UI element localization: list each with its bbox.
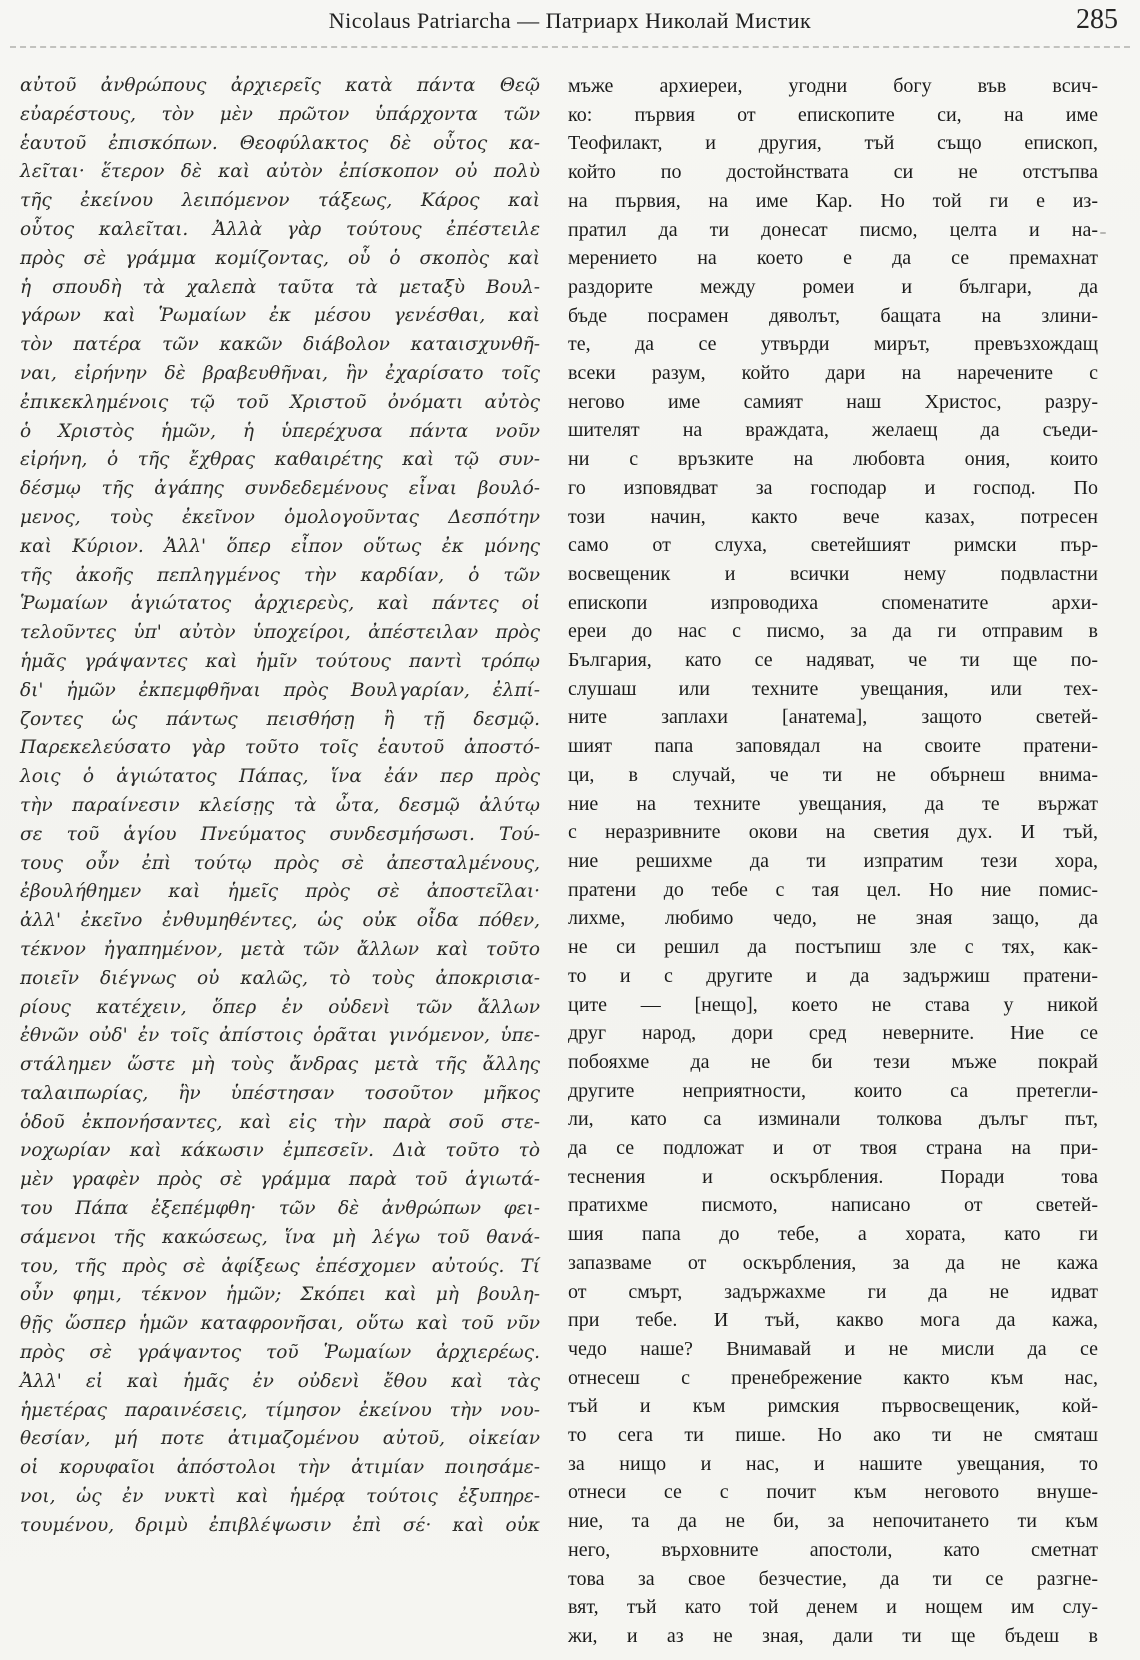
- text-line: ко: първия от епископите си, на име: [568, 103, 1098, 126]
- text-line: Παρεκελεύσατο γὰρ τοῦτο τοῖς ἑαυτοῦ ἀποστό-: [20, 737, 540, 759]
- text-line: България, като се надяват, че ти ще по-: [568, 649, 1098, 672]
- text-line: слушаш или техните увещания, или тех-: [568, 677, 1098, 700]
- text-line: τέκνον ἠγαπημένον, μετὰ τῶν ἄλλων καὶ τοῦτο: [20, 938, 540, 960]
- text-line: του, τῆς πρὸς σὲ ἀφίξεως ἐπέσχομεν αὐτούς. Τί: [20, 1255, 540, 1277]
- text-line: ците — [нещо], което не става у никой: [568, 993, 1098, 1016]
- text-line: то сега ти пише. Но ако ти не смяташ: [568, 1424, 1098, 1447]
- text-line: негово име самият наш Христос, разру-: [568, 390, 1098, 413]
- text-line: σε τοῦ ἁγίου Πνεύματος συνδεσμήσωσι. Τού-: [20, 823, 540, 845]
- text-line: този начин, както вече казах, потресен: [568, 505, 1098, 528]
- text-line: ὁ Χριστὸς ἡμῶν, ἡ ὑπερέχυσα πάντα νοῦν: [20, 420, 540, 442]
- text-line: теснения и оскърбления. Поради това: [568, 1165, 1098, 1188]
- text-line: τῆς ἀκοῆς πεπληγμένος τὴν καρδίαν, ὁ τῶν: [20, 564, 540, 586]
- text-line: πρὸς σὲ γράμμα κομίζοντας, οὗ ὁ σκοπὸς καὶ: [20, 247, 540, 269]
- text-line: при тебе. И тъй, какво мога да кажа,: [568, 1309, 1098, 1332]
- text-line: побояхме да не би тези мъже покрай: [568, 1050, 1098, 1073]
- text-line: ναι, εἰρήνην δὲ βραβευθῆναι, ἣν ἐχαρίσατο τοῖς: [20, 362, 540, 384]
- text-line: то и с другите и да задържиш пратени-: [568, 964, 1098, 987]
- text-line: ἐπικεκλημένοις τῷ τοῦ Χριστοῦ ὀνόματι αὐτὸς: [20, 391, 540, 413]
- page-number: 285: [1076, 4, 1118, 35]
- text-line: шителят на враждата, желаещ да съеди-: [568, 419, 1098, 442]
- text-line: δι' ἡμῶν ἐκπεμφθῆναι πρὸς Βουλγαρίαν, ἐλπί-: [20, 679, 540, 701]
- text-line: σάμενοι τῆς κακώσεως, ἵνα μὴ λέγω τοῦ θανά-: [20, 1226, 540, 1248]
- text-line: другите неприятности, които са претегли-: [568, 1079, 1098, 1102]
- text-line: мерението на което е да се премахнат: [568, 247, 1098, 270]
- text-line: ἡμᾶς γράψαντες καὶ ἡμῖν τούτους παντὶ τρόπῳ: [20, 650, 540, 672]
- text-line: те, да се утвърди мирът, превъзхождащ: [568, 333, 1098, 356]
- text-line: τὴν παραίνεσιν κλείσῃς τὰ ὦτα, δεσμῷ ἀλύτῳ: [20, 794, 540, 816]
- text-line: Ἀλλ' εἰ καὶ ἡμᾶς ἐν οὐδενὶ ἔθου καὶ τὰς: [20, 1370, 540, 1392]
- text-line: του Πάπα ἐξεπέμφθη· τῶν δὲ ἀνθρώπων φει-: [20, 1198, 540, 1220]
- text-line: ἐβουλήθημεν καὶ ἡμεῖς πρὸς σὲ ἀποστεῖλαι·: [20, 881, 540, 903]
- text-line: εἰρήνη, ὁ τῆς ἔχθρας καθαιρέτης καὶ τῷ συν-: [20, 449, 540, 471]
- bulgarian-text-column: [568, 72, 1098, 1651]
- text-line: Ῥωμαίων ἁγιώτατος ἀρχιερεὺς, καὶ πάντες οἱ: [20, 593, 540, 615]
- text-line: ὁδοῦ ἐκπονήσαντες, καὶ εἰς τὴν παρὰ σοῦ στε-: [20, 1111, 540, 1133]
- text-line: раздорите между ромеи и българи, да: [568, 275, 1098, 298]
- text-line: с неразривните окови на светия дух. И тъй,: [568, 821, 1098, 844]
- text-line: него, върховните апостоли, като сметнат: [568, 1538, 1098, 1561]
- text-line: пратихме писмото, написано от светей-: [568, 1194, 1098, 1217]
- text-line: ζοντες ὡς πάντως πεισθήσῃ ἢ τῇ δεσμῷ.: [20, 708, 540, 730]
- text-line: τὸν πατέρα τῶν κακῶν διάβολον καταισχυνθῆ-: [20, 334, 540, 356]
- text-line: ἑαυτοῦ ἐπισκόπων. Θεοφύλακτος δὲ οὗτος κα-: [20, 132, 540, 154]
- text-line: μενος, τοὺς ἐκεῖνον ὁμολογοῦντας Δεσπότην: [20, 506, 540, 528]
- text-line: θεσίαν, μή ποτε ἀτιμαζομένου αὐτοῦ, οἰκείαν: [20, 1428, 540, 1450]
- text-line: ρίους κατέχειν, ὅπερ ἐν οὐδενὶ τῶν ἄλλων: [20, 996, 540, 1018]
- text-line: καὶ Κύριον. Ἀλλ' ὅπερ εἶπον οὕτως ἐκ μόνης: [20, 535, 540, 557]
- text-line: от смърт, задържахме ги да не идват: [568, 1280, 1098, 1303]
- text-line: мъже архиереи, угодни богу във всич-: [568, 75, 1098, 97]
- text-line: ние, та да не би, за непочитането ти към: [568, 1510, 1098, 1533]
- text-line: εὐαρέστους, τὸν μὲν πρῶτον ὑπάρχοντα τῶν: [20, 103, 540, 125]
- text-line: λοις ὁ ἁγιώτατος Πάπας, ἵνα ἐάν περ πρὸς: [20, 766, 540, 788]
- text-line: не си решил да постъпиш зле с тях, как-: [568, 936, 1098, 959]
- text-line: νοι, ὡς ἐν νυκτὶ καὶ ἡμέρᾳ τούτοις ἐξυπηρε-: [20, 1486, 540, 1508]
- text-line: ние решихме да ти изпратим тези хора,: [568, 849, 1098, 872]
- text-line: γάρων καὶ Ῥωμαίων ἐκ μέσου γενέσθαι, καὶ: [20, 305, 540, 327]
- text-line: ἡμετέρας παραινέσεις, τίμησον ἐκείνου τὴν νου-: [20, 1399, 540, 1421]
- text-line: τουμένου, δριμὺ ἐπιβλέψωσιν ἐπὶ σέ· καὶ οὐκ: [20, 1514, 540, 1536]
- text-line: ἡ σπουδὴ τὰ χαλεπὰ ταῦτα τὰ μεταξὺ Βουλ-: [20, 276, 540, 298]
- text-line: восвещеник и всички нему подвластни: [568, 562, 1098, 585]
- text-line: δέσμῳ τῆς ἀγάπης συνδεδεμένους εἶναι βουλό-: [20, 478, 540, 500]
- text-line: на първия, на име Кар. Но той ги е из-: [568, 189, 1098, 212]
- text-line: Теофилакт, и другия, тъй също епископ,: [568, 132, 1098, 155]
- text-line: всеки разум, който дари на наречените с: [568, 362, 1098, 385]
- header-rule: [10, 46, 1130, 48]
- text-line: τῆς ἐκείνου λειπόμενον τάξεως, Κάρος καὶ: [20, 190, 540, 212]
- text-line: отнесеш с пренебрежение както към нас,: [568, 1366, 1098, 1389]
- scan-artifact-speck: [600, 575, 603, 578]
- text-line: за нищо и нас, и нашите увещания, то: [568, 1452, 1098, 1475]
- text-line: бъде посрамен дяволът, бащата на злини-: [568, 304, 1098, 327]
- text-line: ереи до нас с писмо, за да ги отправим в: [568, 620, 1098, 643]
- page-header: [0, 0, 1140, 48]
- text-line: шият папа заповядал на своите пратени-: [568, 735, 1098, 758]
- text-line: ните заплахи [анатема], защото светей-: [568, 706, 1098, 729]
- scan-artifact-speck: [1100, 232, 1106, 234]
- text-line: лихме, любимо чедо, не зная защо, да: [568, 907, 1098, 930]
- text-line: τελοῦντες ὑπ' αὐτὸν ὑποχείροι, ἀπέστειλαν πρὸς: [20, 622, 540, 644]
- text-line: ταλαιπωρίας, ἣν ὑπέστησαν τοσοῦτον μῆκος: [20, 1082, 540, 1104]
- text-line: само от слуха, светейшият римски пър-: [568, 534, 1098, 557]
- text-line: οἱ κορυφαῖοι ἀπόστολοι τὴν ἀτιμίαν ποιησάμε-: [20, 1457, 540, 1479]
- text-line: νοχωρίαν καὶ κάκωσιν ἐμπεσεῖν. Διὰ τοῦτο τὸ: [20, 1140, 540, 1162]
- text-line: θῇς ὥσπερ ἡμῶν καταφρονῆσαι, οὕτω καὶ τοῦ νῦν: [20, 1313, 540, 1335]
- text-line: пратени до тебе с тая цел. Но ние помис-: [568, 878, 1098, 901]
- text-line: да се подложат и от твоя страна на при-: [568, 1137, 1098, 1160]
- text-line: ли, като са изминали толкова дълъг път,: [568, 1108, 1098, 1131]
- page-header-title: Nicolaus Patriarcha — Патриарх Николай Мистик: [328, 8, 812, 33]
- text-line: λεῖται· ἕτερον δὲ καὶ αὐτὸν ἐπίσκοπον οὐ πολὺ: [20, 161, 540, 183]
- text-line: вят, тъй като той денем и нощем им слу-: [568, 1596, 1098, 1619]
- text-line: чедо наше? Внимавай и не мисли да се: [568, 1337, 1098, 1360]
- text-line: τους οὖν ἐπὶ τούτῳ πρὸς σὲ ἀπεσταλμένους,: [20, 852, 540, 874]
- text-line: пратил да ти донесат писмо, целта и на-: [568, 218, 1098, 241]
- text-line: στάλημεν ὥστε μὴ τοὺς ἄνδρας μετὰ τῆς ἄλλης: [20, 1054, 540, 1076]
- text-line: епископи изпроводиха споменатите архи-: [568, 591, 1098, 614]
- text-line: ἀλλ' ἐκεῖνο ἐνθυμηθέντες, ὡς οὐκ οἶδα πόθεν,: [20, 910, 540, 932]
- text-line: ποιεῖν διέγνως οὐ καλῶς, τὸ τοὺς ἀποκρισια-: [20, 967, 540, 989]
- text-line: жи, и аз не зная, дали ти ще бъдеш в: [568, 1624, 1098, 1647]
- text-line: тъй и към римския първосвещеник, кой-: [568, 1395, 1098, 1418]
- text-line: шия папа до тебе, а хората, като ги: [568, 1223, 1098, 1246]
- text-line: οὗτος καλεῖται. Ἀλλὰ γὰρ τούτους ἐπέστειλε: [20, 218, 540, 240]
- greek-text-column: [20, 72, 540, 1541]
- text-line: ци, в случай, че ти не обърнеш внима-: [568, 763, 1098, 786]
- text-line: οὖν φημι, τέκνον ἡμῶν; Σκόπει καὶ μὴ βουλη-: [20, 1284, 540, 1306]
- text-line: това за свое безчестие, да ти се разгне-: [568, 1567, 1098, 1590]
- text-line: ἐθνῶν οὐδ' ἐν τοῖς ἀπίστοις ὁρᾶται γινόμενον, ὑπε-: [20, 1025, 540, 1047]
- text-line: ние на техните увещания, да те вържат: [568, 792, 1098, 815]
- text-line: отнеси се с почит към неговото внуше-: [568, 1481, 1098, 1504]
- text-line: го изповядват за господар и господ. По: [568, 476, 1098, 499]
- text-line: друг народ, дори сред неверните. Ние се: [568, 1022, 1098, 1045]
- text-line: πρὸς σὲ γράψαντος τοῦ Ῥωμαίων ἀρχιερέως.: [20, 1342, 540, 1364]
- text-line: ни с връзките на любовта ония, които: [568, 448, 1098, 471]
- text-columns: [0, 48, 1140, 1651]
- text-line: αὐτοῦ ἀνθρώπους ἀρχιερεῖς κατὰ πάντα Θεῷ: [20, 75, 540, 96]
- text-line: μὲν γραφὲν πρὸς σὲ γράμμα παρὰ τοῦ ἁγιωτά-: [20, 1169, 540, 1191]
- text-line: запазваме от оскърбления, за да не кажа: [568, 1251, 1098, 1274]
- text-line: който по достойнствата си не отстъпва: [568, 161, 1098, 184]
